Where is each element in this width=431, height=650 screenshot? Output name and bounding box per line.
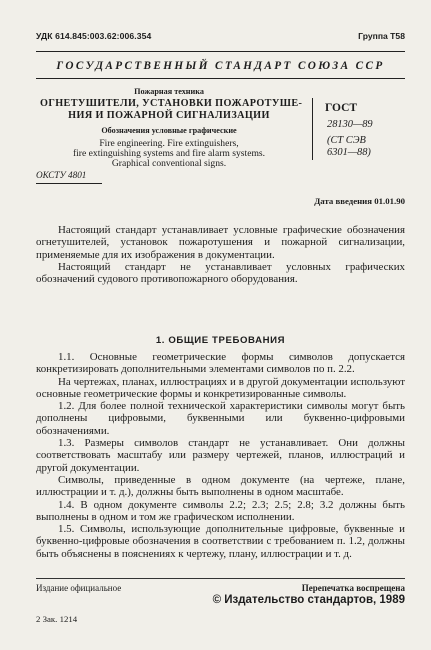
- title-main-line1: ОГНЕТУШИТЕЛИ, УСТАНОВКИ ПОЖАРОТУШЕ-: [40, 98, 303, 109]
- okstu-rule: [36, 183, 102, 184]
- title-main-line2: НИЯ И ПОЖАРНОЙ СИГНАЛИЗАЦИИ: [68, 110, 270, 121]
- title-category: Пожарная техника: [134, 87, 204, 96]
- date-introduced: Дата введения 01.01.90: [314, 196, 405, 206]
- intro-text: [36, 224, 405, 285]
- section-text: [36, 351, 405, 560]
- title-subtitle: Обозначения условные графические: [101, 126, 237, 135]
- st-sev-number: 6301—88): [327, 147, 371, 158]
- edition-note: Издание официальное: [36, 583, 122, 593]
- footer-rule: [36, 578, 405, 579]
- title-divider: [312, 98, 313, 160]
- intro-paragraph: Настоящий стандарт устанавливает условные графические обозначения огнетушителей, установок пожаротушения и пожарной сигнализации, применяемые для их изображения в документации.: [36, 224, 405, 261]
- reprint-note: Перепечатка воспрещена: [301, 583, 405, 593]
- gost-label: ГОСТ: [325, 102, 358, 114]
- copyright-note: © Издательство стандартов, 1989: [212, 594, 405, 606]
- section-paragraph: 1.1. Основные геометрические формы символов допускается конкретизировать дополнительными элементами символов по п. 2.2.: [36, 351, 405, 376]
- title-english-line1: Fire engineering. Fire extinguishers,: [99, 138, 239, 149]
- section-paragraph: Символы, приведенные в одном документе (на чертеже, плане, иллюстрации и т. д.), должны быть выполнены в одном масштабе.: [36, 473, 405, 499]
- section-paragraph: 1.5. Символы, использующие дополнительные цифровые, буквенные и буквенно-цифровые обозначения в соответствии с требованием п. 1.2, должны быть объяснены в пояснениях к чертежу, плану, иллюстрации и т. д.: [36, 523, 405, 560]
- section-paragraph: 1.2. Для более полной технической характеристики символы могут быть дополнены цифровыми, буквенными или буквенно-цифровыми обозначениями.: [36, 400, 405, 437]
- section-paragraph: 1.3. Размеры символов стандарт не устанавливает. Они должны соответствовать масштабу или размеру чертежей, планов, иллюстраций и другой документации.: [36, 437, 405, 474]
- standard-banner: ГОСУДАРСТВЕННЫЙ СТАНДАРТ СОЮЗА ССР: [56, 60, 385, 72]
- order-number: 2 Зак. 1214: [36, 614, 78, 624]
- intro-paragraph: Настоящий стандарт не устанавливает условных графических обозначений судового противопожарного оборудования.: [36, 260, 405, 286]
- udk-code: УДК 614.845:003.62:006.354: [36, 31, 152, 41]
- header-rule-top: [36, 51, 405, 52]
- title-english-line2: fire extinguishing systems and fire alarm systems.: [72, 148, 266, 159]
- section-paragraph: 1.4. В одном документе символы 2.2; 2.3; 2.5; 2.8; 3.2 должны быть выполнены в одном и том же графическом исполнении.: [36, 498, 405, 523]
- title-english-line3: Graphical conventional signs.: [111, 158, 227, 169]
- group-code: Группа Т58: [358, 31, 405, 41]
- okstu-code: ОКСТУ 4801: [36, 170, 87, 180]
- section-title: 1. ОБЩИЕ ТРЕБОВАНИЯ: [155, 335, 286, 346]
- st-sev-label: (СТ СЭВ: [327, 135, 366, 146]
- section-paragraph: На чертежах, планах, иллюстрациях и в другой документации используют основные геометрические формы и конкретизированные символы.: [36, 375, 405, 400]
- gost-number: 28130—89: [327, 119, 373, 130]
- header-rule-bottom: [36, 78, 405, 79]
